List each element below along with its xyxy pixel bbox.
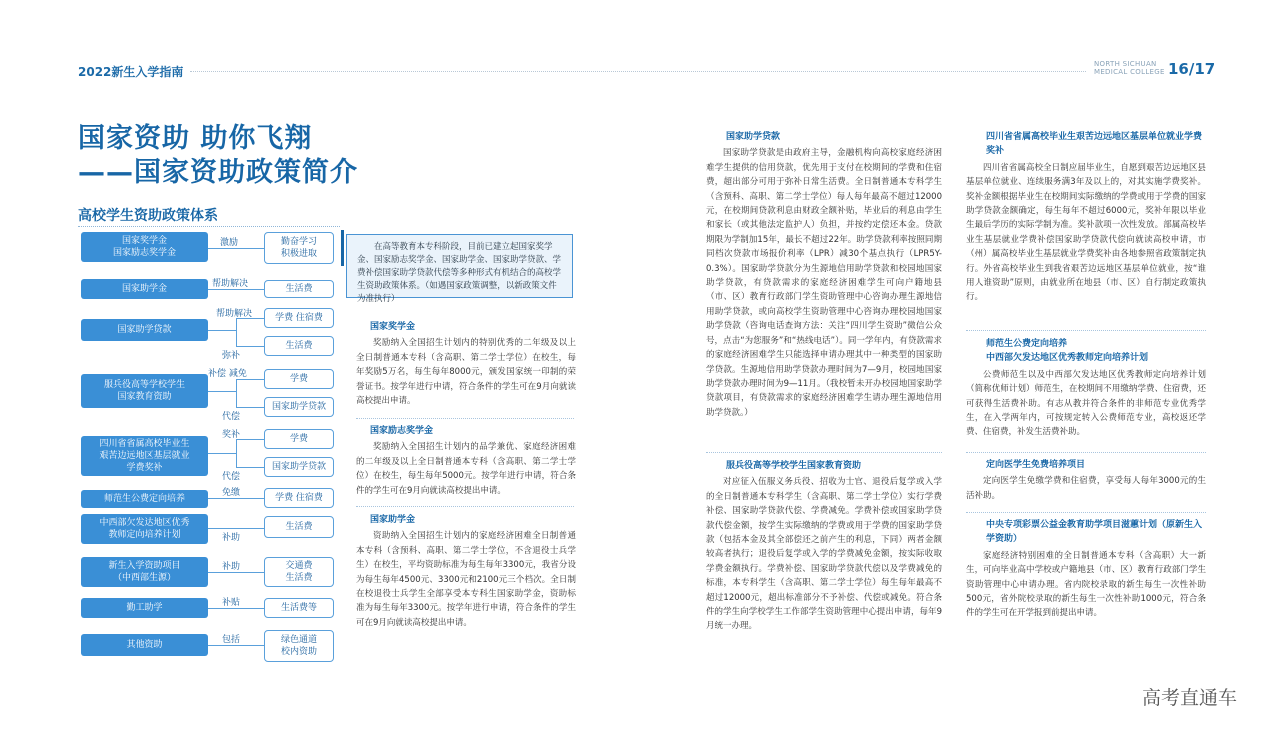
right-box-tuition-housing: 学费 住宿费: [264, 488, 334, 508]
connector: [208, 498, 264, 499]
section-body: 国家助学贷款是由政府主导，金融机构向高校家庭经济困难学生提供的信用贷款，优先用于支付在校期间的学费和住宿费，超出部分可用于弥补日常生活费。全日制普通本专科学生（含预科、高职、第二学士学位）每人每年最高不超过12000元，在校期间贷款利息由财政全额补贴，毕业后的利息由学生和家长（或其他法定监护人）负担，并按约定偿还本金。贷款期限为学制加15年，最长不超过22年。助学贷款利率按照同期同档次贷款市场报价利率（LPR）减30个基点执行（LPR5Y-0.3%）。国家助学贷款分为生源地信用助学贷款和校园地国家助学贷款，有贷款需求的家庭经济困难学生可向户籍地县（市、区）教育行政部门学生资助管理中心咨询办理生源地信用助学贷款，或向高校学生资助管理中心咨询办理校园地国家助学贷款（咨询电话查询方法：关注“四川学生资助”微信公众号，点击“为您服务”和“热线电话”）。同一学年内，有贷款需求的家庭经济困难学生只能选择申请办理其中一种类型的国家助学贷款。生源地信用助学贷款办理时间为7—9月，校园地国家助学贷款办理时间为9—11月。（我校暂未开办校园地国家助学贷款项目，有贷款需求的家庭经济困难学生请办理生源地信用助学贷款。）: [706, 148, 942, 418]
connector: [208, 608, 264, 609]
connector: [236, 407, 264, 408]
connector: [236, 467, 264, 468]
section-sichuan-tuition-award: [966, 130, 1206, 305]
section-national-grant: [356, 513, 576, 630]
left-box-work-study: 勤工助学: [81, 598, 208, 618]
section-divider: [966, 330, 1206, 331]
section-title: 中央专项彩票公益金教育助学项目滋蕙计划（原新生入学资助）: [986, 520, 1203, 545]
section-body: 奖励纳入全国招生计划内的特别优秀的二年级及以上全日制普通本专科（含高职、第二学士学位）在校生，每年奖励5万名，每生每年8000元，颁发国家统一印制的荣誉证书。按学年进行申请，符合条件的学生可在9月向就读高校提出申请。: [356, 338, 576, 407]
connector-label: 补助: [222, 533, 241, 543]
watermark-text: 高考直通车: [1142, 687, 1238, 709]
section-national-loan: [706, 130, 942, 420]
connector-label: 帮助解决: [212, 279, 249, 289]
section-inspirational-scholarship: [356, 424, 576, 498]
right-box-green-channel: 绿色通道 校内资助: [264, 630, 334, 662]
right-box-study: 勤奋学习 积极进取: [264, 232, 334, 264]
connector-label: 补偿 减免: [208, 369, 247, 379]
connector: [208, 330, 236, 331]
section-military-aid: [706, 459, 942, 634]
section-body: 定向医学生免缴学费和住宿费，享受每人每年3000元的生活补助。: [966, 476, 1206, 501]
right-box-living: 生活费: [264, 336, 334, 356]
section-medical-student: [966, 458, 1206, 503]
section-divider: [966, 512, 1206, 513]
connector-branch: [236, 439, 237, 467]
guide-title: 2022新生入学指南: [78, 65, 184, 79]
section-title: 国家励志奖学金: [370, 426, 434, 436]
left-box-scholarship: 国家奖学金 国家励志奖学金: [81, 232, 208, 262]
section-body: 资助纳入全国招生计划内的家庭经济困难全日制普通本专科（含预科、高职、第二学士学位，不含退役士兵学生）在校生，平均资助标准为每生每年3300元，我省分设为每生每年4500元、3300元和2100元三个档次。全日制在校退役士兵学生全部享受本专科生国家助学金，资助标准为每生每年3300元。按学年进行申请，符合条件的学生可在9月向就读高校提出申请。: [356, 531, 576, 628]
connector: [208, 645, 264, 646]
section-lottery-aid: [966, 518, 1206, 621]
right-box-transport-living: 交通费 生活费: [264, 557, 334, 587]
section-divider: [356, 506, 574, 507]
connector: [236, 346, 264, 347]
connector: [208, 248, 264, 249]
section-title: 定向医学生免费培养项目: [986, 460, 1086, 470]
right-box-living: 生活费: [264, 516, 334, 538]
connector: [208, 391, 236, 392]
intro-box: [346, 234, 573, 304]
section-divider: [966, 452, 1206, 453]
connector-label: 奖补: [222, 430, 241, 440]
left-box-grant: 国家助学金: [81, 279, 208, 299]
right-box-tuition: 学费: [264, 429, 334, 449]
left-box-freshman: 新生入学资助项目 （中西部生源）: [81, 557, 208, 587]
page-title: 国家资助 助你飞翔: [78, 123, 313, 154]
right-box-tuition-housing: 学费 住宿费: [264, 308, 334, 328]
intro-accent-bar: [341, 230, 344, 266]
left-box-normal: 师范生公费定向培养: [81, 490, 208, 508]
connector: [208, 453, 236, 454]
system-heading-divider: [78, 226, 340, 227]
connector: [208, 528, 264, 529]
section-body: 四川省省属高校全日制应届毕业生，自愿到艰苦边远地区县基层单位就业、连续服务满3年及以上的，对其实施学费奖补。奖补金额根据毕业生在校期间实际缴纳的学费或用于学费的国家助学贷款金额确定，每生每年不超过6000元，奖补年限以毕业生最后学历的实际学制为准。奖补款项一次性发放。部属高校毕业生基层就业学费补偿国家助学贷款代偿向就读高校申请，市（州）属高校毕业生基层就业学费奖补由各地参照省政策制定执行。外省高校毕业生到我省艰苦边远地区基层单位就业，按“谁用人谁资助”原则，由就业所在地县（市、区）自行制定政策执行。: [966, 162, 1206, 303]
section-body: 对应征入伍服义务兵役、招收为士官、退役后复学或入学的全日制普通本专科学生（含高职、第二学士学位）实行学费补偿、国家助学贷款代偿、学费减免。学费补偿或国家助学贷款代偿金额，按学生实际缴纳的学费或用于学费的国家助学贷款（包括本金及其全部偿还之前产生的利息，下同）两者金额较高者执行；退役后复学或入学的学费减免金额，按实际收取学费金额执行。学费补偿、国家助学贷款代偿以及学费减免的标准，本专科学生（含高职、第二学士学位）每生每年最高不超过12000元，超出标准部分不予补偿、代偿或减免。符合条件的学生向学校学生工作部学生资助管理中心提出申请，每年9月统一办理。: [706, 477, 942, 632]
section-title: 师范生公费定向培养 中西部欠发达地区优秀教师定向培养计划: [986, 339, 1149, 364]
connector: [208, 289, 264, 290]
right-box-living: 生活费: [264, 280, 334, 298]
connector: [208, 572, 264, 573]
connector-branch: [236, 379, 237, 407]
right-box-loan: 国家助学贷款: [264, 457, 334, 477]
right-box-living-etc: 生活费等: [264, 598, 334, 618]
connector-label: 弥补: [222, 351, 241, 361]
section-body: 公费师范生以及中西部欠发达地区优秀教师定向培养计划（简称优师计划）师范生，在校期间不用缴纳学费、住宿费，还可获得生活费补助。有志从教并符合条件的非师范专业优秀学生，在入学两年内，可按规定转入公费师范专业，高校返还学费、住宿费，补发生活费补助。: [966, 369, 1206, 438]
left-box-sichuan: 四川省省属高校毕业生 艰苦边远地区基层就业 学费奖补: [81, 436, 208, 476]
left-box-loan: 国家助学贷款: [81, 319, 208, 341]
connector-label: 代偿: [222, 472, 241, 482]
left-box-military: 服兵役高等学校学生 国家教育资助: [81, 374, 208, 408]
left-box-excellent-teacher: 中西部欠发达地区优秀 教师定向培养计划: [81, 514, 208, 544]
college-english-name: NORTH SICHUAN MEDICAL COLLEGE: [1094, 60, 1165, 76]
section-normal-student: [966, 337, 1206, 440]
section-title: 服兵役高等学校学生国家教育资助: [726, 461, 862, 471]
left-box-other: 其他资助: [81, 634, 208, 656]
system-heading: 高校学生资助政策体系: [78, 208, 218, 224]
connector-label: 帮助解决: [216, 309, 253, 319]
page-number: 16/17: [1168, 60, 1216, 78]
section-divider: [356, 418, 574, 419]
connector: [236, 439, 264, 440]
right-box-loan: 国家助学贷款: [264, 397, 334, 417]
page-subtitle: ——国家资助政策简介: [78, 157, 358, 188]
connector-branch: [236, 318, 237, 346]
section-body: 奖励纳入全国招生计划内的品学兼优、家庭经济困难的二年级及以上全日制普通本专科（含高职、第二学士学位）在校生，每生每年5000元。按学年进行申请，符合条件的学生可在9月向就读高校提出申请。: [356, 442, 576, 496]
connector-label: 补助: [222, 562, 241, 572]
header-divider: [190, 71, 1086, 72]
section-divider: [706, 452, 942, 453]
section-body: 家庭经济特别困难的全日制普通本专科（含高职）大一新生，可向毕业高中学校或户籍地县（市、区）教育行政部门学生资助管理中心申请办理。省内院校录取的新生每生一次性补助500元，省外院校录取的新生每生一次性补助1000元，符合条件的学生可在开学报到前提出申请。: [966, 550, 1206, 619]
connector-label: 包括: [222, 635, 241, 645]
connector: [236, 379, 264, 380]
section-title: 国家助学金: [370, 515, 416, 525]
intro-text: 在高等教育本专科阶段，目前已建立起国家奖学金、国家励志奖学金、国家助学金、国家助学贷款、学费补偿国家助学贷款代偿等多种形式有机结合的高校学生资助政策体系。（如遇国家政策调整，以新政策文件为准执行）: [357, 242, 562, 304]
section-title: 国家奖学金: [370, 322, 416, 332]
connector-label: 激励: [220, 238, 239, 248]
right-box-tuition: 学费: [264, 369, 334, 389]
connector-label: 补贴: [222, 598, 241, 608]
section-national-scholarship: [356, 320, 576, 408]
section-title: 四川省省属高校毕业生艰苦边远地区基层单位就业学费奖补: [986, 132, 1203, 157]
connector-label: 代偿: [222, 412, 241, 422]
connector-label: 免缴: [222, 488, 241, 498]
section-title: 国家助学贷款: [726, 132, 781, 142]
